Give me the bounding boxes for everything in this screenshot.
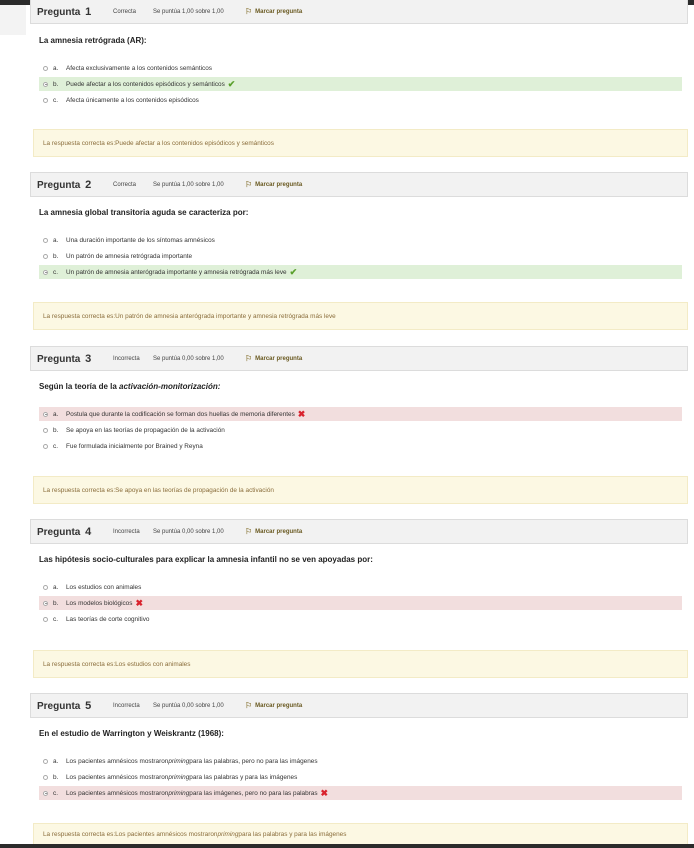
radio-button[interactable] bbox=[43, 66, 48, 71]
question-grade: Se puntúa 0,00 sobre 1,00 bbox=[153, 528, 224, 535]
answer-option[interactable]: a. Una duración importante de los síntomas amnésicos bbox=[39, 233, 682, 247]
question-grade: Se puntúa 1,00 sobre 1,00 bbox=[153, 181, 224, 188]
check-icon: ✔ bbox=[289, 266, 298, 277]
answer-option[interactable]: c. Los pacientes amnésicos mostraron priming para las imágenes, pero no para las palabras ✖ bbox=[39, 786, 682, 800]
flag-icon: ⚐ bbox=[245, 180, 253, 189]
question-text: La amnesia global transitoria aguda se caracteriza por: bbox=[39, 208, 249, 217]
answer-option[interactable]: b. Puede afectar a los contenidos episódicos y semánticos ✔ bbox=[39, 77, 682, 91]
radio-button[interactable] bbox=[43, 98, 48, 103]
answer-list bbox=[30, 580, 688, 626]
flag-question-button[interactable]: ⚐ Marcar pregunta bbox=[245, 354, 303, 363]
radio-button[interactable] bbox=[43, 270, 48, 275]
question-grade: Se puntúa 0,00 sobre 1,00 bbox=[153, 355, 224, 362]
question-5 bbox=[30, 693, 688, 802]
flag-icon: ⚐ bbox=[245, 354, 253, 363]
feedback-box: La respuesta correcta es: Puede afectar a los contenidos episódicos y semánticos bbox=[33, 129, 688, 157]
flag-question-button[interactable]: ⚐ Marcar pregunta bbox=[245, 7, 303, 16]
feedback-box: La respuesta correcta es: Los estudios con animales bbox=[33, 650, 688, 678]
radio-button[interactable] bbox=[43, 254, 48, 259]
question-grade: Se puntúa 0,00 sobre 1,00 bbox=[153, 702, 224, 709]
question-4 bbox=[30, 519, 688, 628]
radio-button[interactable] bbox=[43, 238, 48, 243]
answer-option[interactable]: a. Postula que durante la codificación se forman dos huellas de memoria diferentes ✖ bbox=[39, 407, 682, 421]
feedback-box: La respuesta correcta es: Los pacientes amnésicos mostraron priming para las palabras y para las imágenes bbox=[33, 823, 688, 845]
answer-option[interactable]: b. Un patrón de amnesia retrógrada importante bbox=[39, 249, 682, 263]
answer-option[interactable]: c. Un patrón de amnesia anterógrada importante y amnesia retrógrada más leve ✔ bbox=[39, 265, 682, 279]
answer-list bbox=[30, 233, 688, 279]
flag-icon: ⚐ bbox=[245, 527, 253, 536]
radio-button[interactable] bbox=[43, 791, 48, 796]
question-text: Según la teoría de la activación-monitorización: bbox=[39, 382, 221, 391]
cross-icon: ✖ bbox=[320, 787, 329, 798]
cross-icon: ✖ bbox=[297, 408, 306, 419]
question-header bbox=[30, 346, 688, 371]
question-grade: Se puntúa 1,00 sobre 1,00 bbox=[153, 8, 224, 15]
question-number: Pregunta 1 bbox=[37, 5, 92, 18]
feedback-box: La respuesta correcta es: Un patrón de amnesia anterógrada importante y amnesia retrógrada más leve bbox=[33, 302, 688, 330]
cross-icon: ✖ bbox=[135, 597, 143, 608]
question-2 bbox=[30, 172, 688, 281]
question-number: Pregunta 4 bbox=[37, 525, 92, 538]
question-number: Pregunta 3 bbox=[37, 352, 92, 365]
flag-icon: ⚐ bbox=[245, 701, 253, 710]
question-state: Incorrecta bbox=[113, 702, 140, 709]
flag-icon: ⚐ bbox=[245, 7, 253, 16]
question-number: Pregunta 2 bbox=[37, 178, 92, 191]
flag-question-button[interactable]: ⚐ Marcar pregunta bbox=[245, 180, 303, 189]
bottom-bar bbox=[0, 844, 694, 848]
question-header bbox=[30, 693, 688, 718]
question-3 bbox=[30, 346, 688, 455]
question-state: Incorrecta bbox=[113, 528, 140, 535]
question-header bbox=[30, 519, 688, 544]
radio-button[interactable] bbox=[43, 601, 48, 606]
feedback-box: La respuesta correcta es: Se apoya en las teorías de propagación de la activación bbox=[33, 476, 688, 504]
answer-option[interactable]: a. Los pacientes amnésicos mostraron priming para las palabras, pero no para las imágenes bbox=[39, 754, 682, 768]
answer-list bbox=[30, 754, 688, 800]
answer-option[interactable]: a. Los estudios con animales bbox=[39, 580, 682, 594]
answer-option[interactable]: c. Fue formulada inicialmente por Brained y Reyna bbox=[39, 439, 682, 453]
check-icon: ✔ bbox=[227, 78, 236, 89]
question-text: La amnesia retrógrada (AR): bbox=[39, 36, 147, 45]
question-header bbox=[30, 0, 688, 24]
answer-option[interactable]: c. Las teorías de corte cognitivo bbox=[39, 612, 682, 626]
radio-button[interactable] bbox=[43, 617, 48, 622]
flag-question-button[interactable]: ⚐ Marcar pregunta bbox=[245, 527, 303, 536]
left-accent bbox=[0, 5, 26, 35]
question-header bbox=[30, 172, 688, 197]
answer-option[interactable]: a. Afecta exclusivamente a los contenidos semánticos bbox=[39, 61, 682, 75]
question-state: Incorrecta bbox=[113, 355, 140, 362]
question-state: Correcta bbox=[113, 181, 137, 188]
answer-option[interactable]: b. Los pacientes amnésicos mostraron priming para las palabras y para las imágenes bbox=[39, 770, 682, 784]
question-text: En el estudio de Warrington y Weiskrantz (1968): bbox=[39, 729, 224, 738]
radio-button[interactable] bbox=[43, 82, 48, 87]
answer-list bbox=[30, 407, 688, 453]
answer-option[interactable]: b. Se apoya en las teorías de propagación de la activación bbox=[39, 423, 682, 437]
radio-button[interactable] bbox=[43, 759, 48, 764]
radio-button[interactable] bbox=[43, 428, 48, 433]
answer-option[interactable]: b. Los modelos biológicos ✖ bbox=[39, 596, 682, 610]
question-state: Correcta bbox=[113, 8, 137, 15]
radio-button[interactable] bbox=[43, 585, 48, 590]
answer-option[interactable]: c. Afecta únicamente a los contenidos episódicos bbox=[39, 93, 682, 107]
question-text: Las hipótesis socio-culturales para explicar la amnesia infantil no se ven apoyadas por: bbox=[39, 555, 373, 564]
radio-button[interactable] bbox=[43, 412, 48, 417]
radio-button[interactable] bbox=[43, 444, 48, 449]
question-1 bbox=[30, 0, 688, 109]
flag-question-button[interactable]: ⚐ Marcar pregunta bbox=[245, 701, 303, 710]
answer-list bbox=[30, 61, 688, 107]
radio-button[interactable] bbox=[43, 775, 48, 780]
question-number: Pregunta 5 bbox=[37, 699, 92, 712]
